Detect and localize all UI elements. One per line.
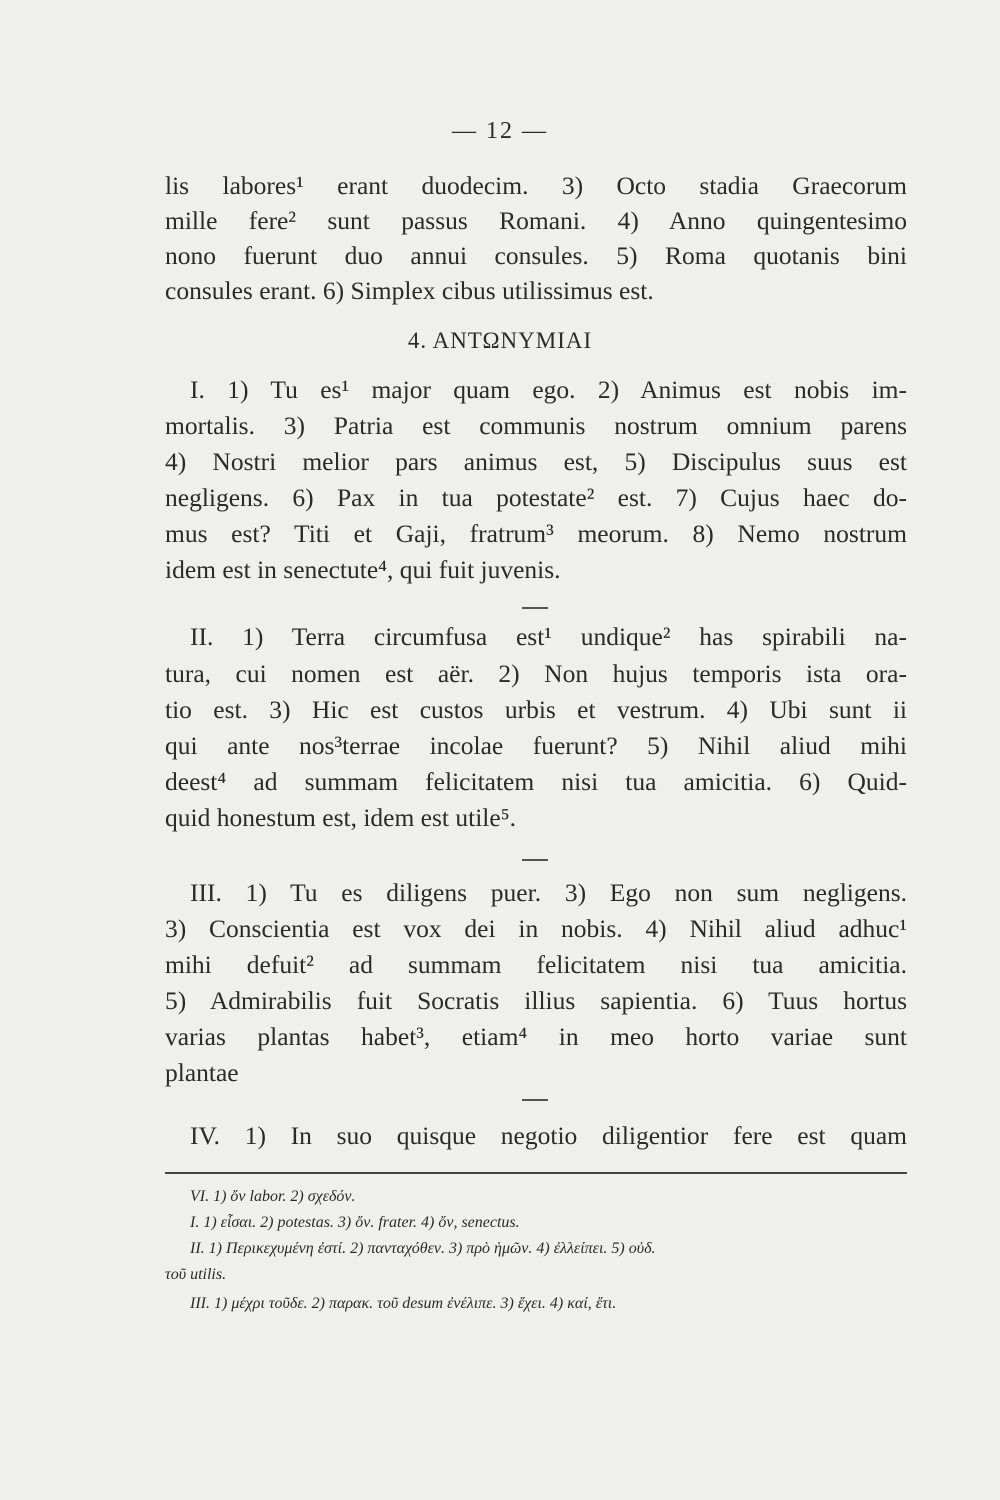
page-number: — 12 — — [452, 118, 548, 144]
intro-line-4: consules erant. 6) Simplex cibus utilissimus est. — [165, 276, 654, 305]
section3-line-3: mihi defuit² ad summam felicitatem nisi tua amicitia. — [165, 950, 907, 979]
section1-line-5: mus est? Titi et Gaji, fratrum³ meorum. 8) Nemo nostrum — [165, 519, 907, 548]
footnote-1: VI. 1) ὄν labor. 2) σχεδόν. — [190, 1188, 356, 1205]
intro-line-3: nono fuerunt duo annui consules. 5) Roma quotanis bini — [165, 241, 907, 270]
separator-dash — [522, 607, 548, 609]
section2-line-3: tio est. 3) Hic est custos urbis et vestrum. 4) Ubi sunt ii — [165, 695, 907, 724]
section2-line-4: qui ante nos³terrae incolae fuerunt? 5) Nihil aliud mihi — [165, 731, 907, 760]
section2-line-6: quid honestum est, idem est utile⁵. — [165, 803, 516, 832]
intro-line-2: mille fere² sunt passus Romani. 4) Anno quingentesimo — [165, 206, 907, 235]
section1-line-1: I. 1) Tu es¹ major quam ego. 2) Animus est nobis im- — [190, 375, 907, 404]
section3-line-2: 3) Conscientia est vox dei in nobis. 4) Nihil aliud adhuc¹ — [165, 914, 907, 943]
section3-line-1: III. 1) Tu es diligens puer. 3) Ego non sum negligens. — [190, 878, 907, 907]
footnote-2: I. 1) εἶσαι. 2) potestas. 3) ὄν. frater. 4) ὄν, senectus. — [190, 1214, 520, 1231]
intro-line-1: lis labores¹ erant duodecim. 3) Octo stadia Graecorum — [165, 171, 907, 200]
section1-line-3: 4) Nostri melior pars animus est, 5) Discipulus suus est — [165, 447, 907, 476]
footnote-rule — [165, 1172, 907, 1174]
section1-line-4: negligens. 6) Pax in tua potestate² est. 7) Cujus haec do- — [165, 483, 907, 512]
footnote-3-cont: τοῦ utilis. — [165, 1266, 227, 1283]
section1-line-2: mortalis. 3) Patria est communis nostrum omnium parens — [165, 411, 907, 440]
section-heading: 4. ΑΝΤΩΝΥΜΙΑΙ — [407, 328, 593, 353]
separator-dash — [522, 1099, 548, 1101]
section2-line-5: deest⁴ ad summam felicitatem nisi tua amicitia. 6) Quid- — [165, 767, 907, 796]
section2-line-2: tura, cui nomen est aër. 2) Non hujus temporis ista ora- — [165, 659, 907, 688]
footnote-3: II. 1) Περικεχυμένη ἐστί. 2) πανταχόθεν. 3) πρὸ ἡμῶν. 4) ἐλλείπει. 5) οὐδ. — [190, 1240, 656, 1257]
section4-line-1: IV. 1) In suo quisque negotio diligentior fere est quam — [190, 1121, 907, 1150]
separator-dash — [522, 859, 548, 861]
section2-line-1: II. 1) Terra circumfusa est¹ undique² has spirabili na- — [190, 622, 907, 651]
section1-line-6: idem est in senectute⁴, qui fuit juvenis. — [165, 555, 561, 584]
section3-line-6: plantae — [165, 1058, 239, 1087]
section3-line-5: varias plantas habet³, etiam⁴ in meo horto variae sunt — [165, 1022, 907, 1051]
section3-line-4: 5) Admirabilis fuit Socratis illius sapientia. 6) Tuus hortus — [165, 986, 907, 1015]
footnote-4: III. 1) μέχρι τοῦδε. 2) παρακ. τοῦ desum ἐνέλιπε. 3) ἔχει. 4) καί, ἔτι. — [190, 1295, 617, 1312]
